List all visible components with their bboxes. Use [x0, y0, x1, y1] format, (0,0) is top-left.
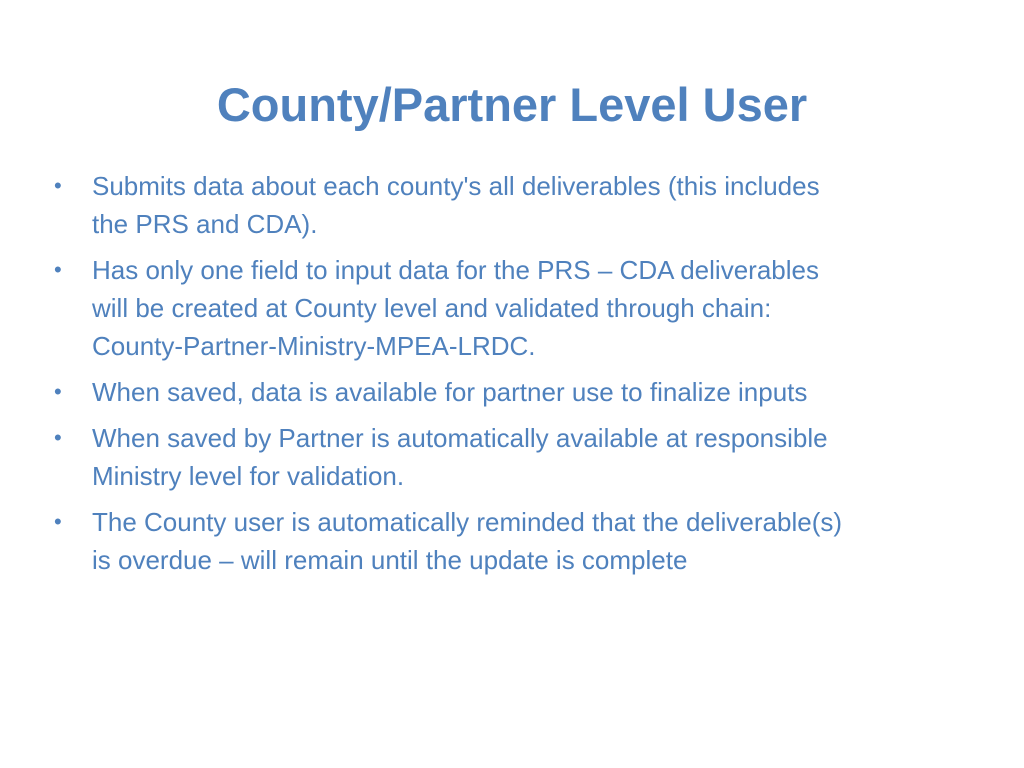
- bullet-item: [52, 251, 862, 365]
- bullet-text: When saved, data is available for partner use to finalize inputs: [92, 377, 808, 407]
- bullet-marker: •: [54, 173, 62, 198]
- bullet-item: [52, 167, 862, 243]
- bullet-text: Has only one field to input data for the PRS – CDA deliverables will be created at County level and validated through chain: County-Partner-Ministry-MPEA-LRDC.: [92, 255, 819, 361]
- bullet-marker: •: [54, 379, 62, 404]
- bullet-list: [52, 167, 862, 587]
- bullet-item: [52, 373, 862, 411]
- bullet-marker: •: [54, 509, 62, 534]
- bullet-text: When saved by Partner is automatically available at responsible Ministry level for validation.: [92, 423, 828, 491]
- bullet-marker: •: [54, 257, 62, 282]
- bullet-text: Submits data about each county's all deliverables (this includes the PRS and CDA).: [92, 171, 820, 239]
- bullet-item: [52, 419, 862, 495]
- bullet-marker: •: [54, 425, 62, 450]
- bullet-text: The County user is automatically reminded that the deliverable(s) is overdue – will remain until the update is complete: [92, 507, 843, 575]
- bullet-item: [52, 503, 862, 579]
- slide-title: County/Partner Level User: [216, 78, 808, 131]
